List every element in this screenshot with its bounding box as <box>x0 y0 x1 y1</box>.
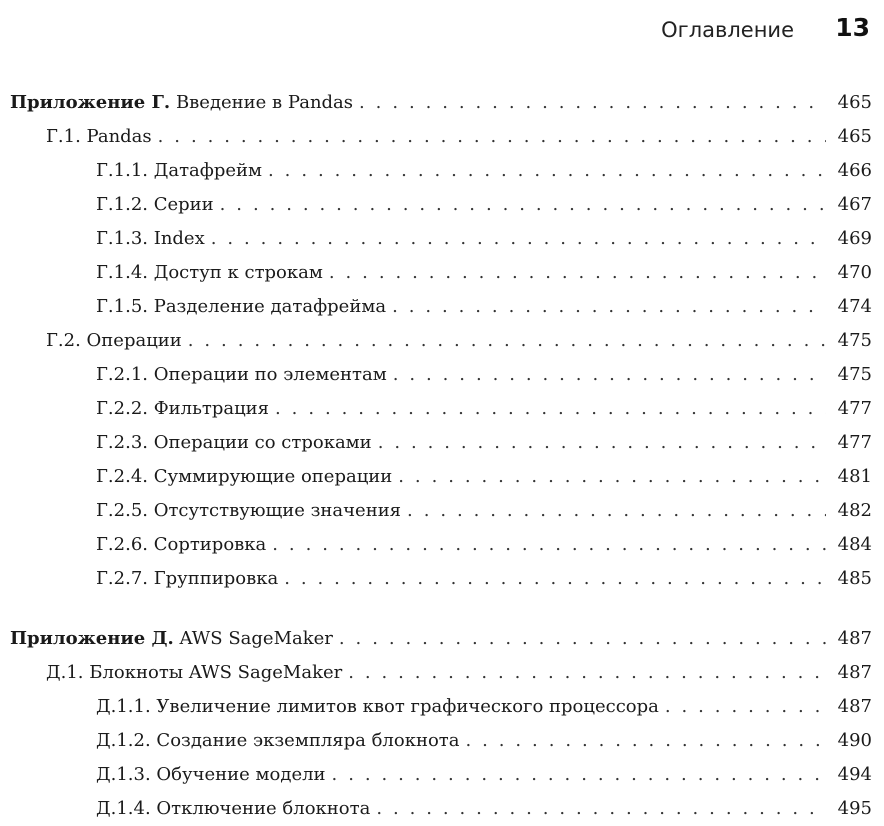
entry-page: 481 <box>828 460 872 494</box>
toc-entry[interactable] <box>10 188 872 222</box>
entry-page: 467 <box>828 188 872 222</box>
entry-title: Д.1.4. Отключение блокнота <box>96 798 371 819</box>
toc-entry[interactable] <box>10 562 872 596</box>
toc-entry[interactable] <box>10 460 872 494</box>
entry-title: Г.1.3. Index <box>96 228 205 249</box>
entry-title: Г.1.4. Доступ к строкам <box>96 262 323 283</box>
entry-page: 470 <box>828 256 872 290</box>
toc-entry[interactable] <box>10 392 872 426</box>
toc-entry[interactable] <box>10 758 872 792</box>
entry-title: Д.1. Блокноты AWS SageMaker <box>46 662 343 683</box>
toc-appendix-g[interactable] <box>10 86 872 120</box>
entry-page: 469 <box>828 222 872 256</box>
entry-page: 490 <box>828 724 872 758</box>
entry-title: Г.2.1. Операции по элементам <box>96 364 387 385</box>
entry-page: 495 <box>828 792 872 826</box>
entry-page: 475 <box>828 358 872 392</box>
toc-entry[interactable] <box>10 154 872 188</box>
entry-page: 465 <box>828 120 872 154</box>
entry-title: Г.1.5. Разделение датафрейма <box>96 296 387 317</box>
entry-page: 477 <box>828 392 872 426</box>
entry-title: Г.1.2. Серии <box>96 194 214 215</box>
entry-title: Г.2.3. Операции со строками <box>96 432 372 453</box>
entry-title: Г.1. Pandas <box>46 126 152 147</box>
toc-entry[interactable] <box>10 494 872 528</box>
entry-page: 477 <box>828 426 872 460</box>
table-of-contents <box>10 86 872 826</box>
entry-page: 475 <box>828 324 872 358</box>
entry-page: 466 <box>828 154 872 188</box>
entry-title: Введение в Pandas <box>175 92 354 113</box>
toc-entry[interactable] <box>10 690 872 724</box>
page-header <box>0 10 884 50</box>
toc-entry[interactable] <box>10 120 872 154</box>
toc-entry[interactable] <box>10 324 872 358</box>
toc-entry[interactable] <box>10 528 872 562</box>
toc-entry[interactable] <box>10 426 872 460</box>
entry-title: Г.2.7. Группировка <box>96 568 279 589</box>
entry-title: Д.1.3. Обучение модели <box>96 764 326 785</box>
running-title: Оглавление <box>661 18 794 42</box>
entry-title: Г.2.5. Отсутствующие значения <box>96 500 402 521</box>
toc-entry[interactable] <box>10 724 872 758</box>
entry-page: 482 <box>828 494 872 528</box>
entry-page: 494 <box>828 758 872 792</box>
entry-title: Г.1.1. Датафрейм <box>96 160 263 181</box>
entry-title: Г.2.6. Сортировка <box>96 534 267 555</box>
entry-title: Г.2. Операции <box>46 330 182 351</box>
entry-page: 487 <box>828 656 872 690</box>
entry-title: Г.2.2. Фильтрация <box>96 398 270 419</box>
entry-page: 487 <box>828 622 872 656</box>
entry-page: 465 <box>828 86 872 120</box>
entry-page: 487 <box>828 690 872 724</box>
entry-title: Д.1.2. Создание экземпляра блокнота <box>96 730 460 751</box>
appendix-prefix: Приложение Г. <box>10 92 171 113</box>
toc-entry[interactable] <box>10 792 872 826</box>
entry-title: Г.2.4. Суммирующие операции <box>96 466 393 487</box>
entry-page: 484 <box>828 528 872 562</box>
entry-page: 474 <box>828 290 872 324</box>
appendix-prefix: Приложение Д. <box>10 628 174 649</box>
toc-entry[interactable] <box>10 358 872 392</box>
entry-page: 485 <box>828 562 872 596</box>
entry-title: Д.1.1. Увеличение лимитов квот графического процессора <box>96 696 659 717</box>
toc-entry[interactable] <box>10 256 872 290</box>
page-number: 13 <box>835 13 870 42</box>
toc-entry[interactable] <box>10 290 872 324</box>
toc-entry[interactable] <box>10 222 872 256</box>
toc-appendix-d[interactable] <box>10 622 872 656</box>
entry-title: AWS SageMaker <box>179 628 333 649</box>
toc-entry[interactable] <box>10 656 872 690</box>
